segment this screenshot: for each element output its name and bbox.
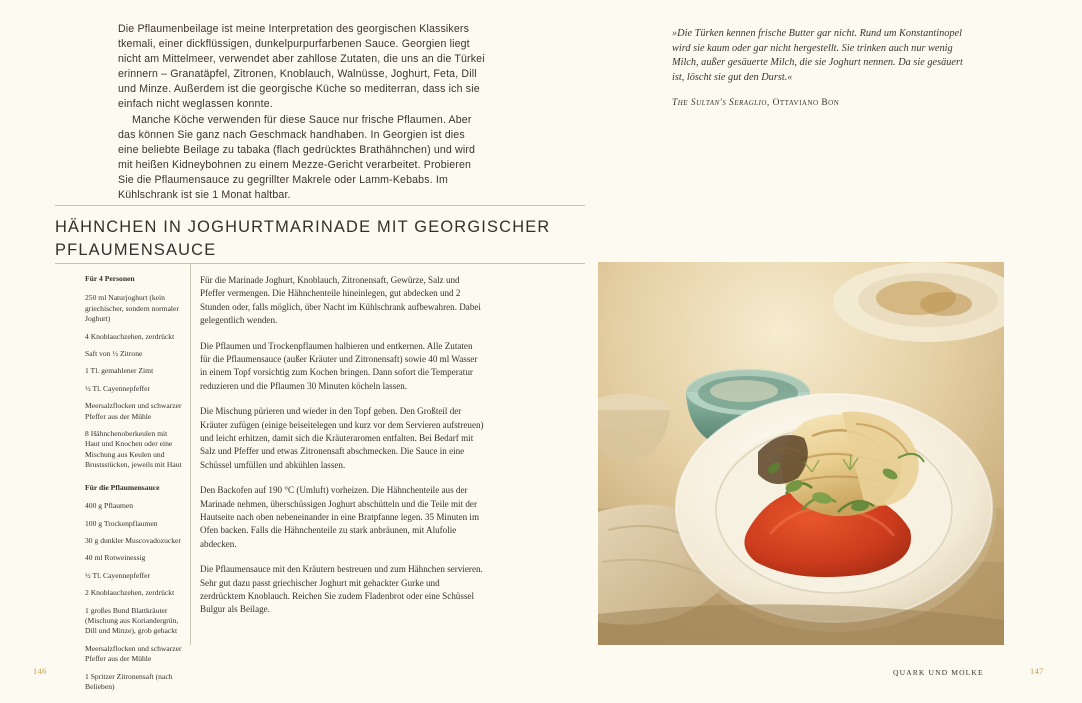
intro-paragraph-2: Manche Köche verwenden für diese Sauce nur frische Pflaumen. Aber das können Sie ganz nach Geschmack handhaben. In Georgien ist dies eine beliebte Beilage zu tabaka (flach gedrücktes Brathähnchen) und wird mit heißen Kidneybohnen zu einem Mezze-Gericht verarbeitet. Probieren Sie die Pflaumensauce zu gegrillter Makrele oder Lamm-Kebabs. Im Kühlschrank ist sie 1 Monat haltbar. <box>118 113 476 202</box>
sauce-ingredients-heading: Für die Pflaumensauce <box>85 482 160 492</box>
method-step: Die Mischung pürieren und wieder in den Topf geben. Den Großteil der Kräuter zufügen (einige beiseitelegen und kurz vor dem Servieren aufstreuen) und leicht erhitzen, damit sich die Kräuteraromen entfalten. Bei Bedarf mit Salz und Pfeffer und etwas Zitronensaft abschmecken. Die Sauce in eine Schüssel umfüllen und abkühlen lassen. <box>200 406 484 470</box>
pull-quote-attribution <box>672 96 972 111</box>
divider-above-title <box>55 205 585 206</box>
pull-quote <box>672 27 972 111</box>
method-step: Für die Marinade Joghurt, Knoblauch, Zitronensaft, Gewürze, Salz und Pfeffer vermengen. Die Hähnchenteile hineinlegen, gut abdecken und 2 Stunden oder, falls möglich, über Nacht im Kühlschrank aufbewahren. Dabei gelegentlich wenden. <box>200 275 481 325</box>
quote-source-author: Ottaviano Bon <box>772 98 840 109</box>
intro-paragraph-1: Die Pflaumenbeilage ist meine Interpretation des georgischen Klassikers tkemali, einer dickflüssigen, dunkelpurpurfarbenen Sauce. Georgien liegt nicht am Mittelmeer, verwendet aber zahllose Zutaten, die uns an die Türkei erinnern – Granatäpfel, Zitronen, Knoblauch, Walnüsse, Joghurt, Feta, Dill und Minze. Außerdem ist die georgische Küche so mediterran, dass ich sie einfach nicht weglassen konnte. <box>118 23 485 111</box>
sauce-ingredient-item: 400 g Pflaumen <box>85 501 134 511</box>
sauce-ingredient-item: 40 ml Rotweinessig <box>85 553 146 563</box>
method-step: Die Pflaumensauce mit den Kräutern bestreuen und zum Hähnchen servieren. Sehr gut dazu passt griechischer Joghurt mit gehackter Gurke und zerdrücktem Knoblauch. Reichen Sie zudem Fladenbrot oder eine Schüssel Bulgur als Beilage. <box>200 564 483 615</box>
sauce-ingredient-item: ½ Tl. Cayennepfeffer <box>85 570 151 580</box>
intro-text-block <box>118 22 488 203</box>
ingredient-item: ½ Tl. Cayennepfeffer <box>85 383 151 393</box>
method-step: Den Backofen auf 190 °C (Umluft) vorheizen. Die Hähnchenteile aus der Marinade nehmen, überschüssigen Joghurt abschütteln und die Teile mit der Hautseite nach oben nebeneinander in eine Bratpfanne legen. 35 Minuten im Ofen backen. Falls die Hähnchenteile zu stark anbräunen, mit Alufolie abdecken. <box>200 485 480 549</box>
sauce-ingredient-item: Meersalzflocken und schwarzer Pfeffer aus der Mühle <box>85 643 182 664</box>
ingredient-item: 4 Knoblauchzehen, zerdrückt <box>85 331 175 341</box>
ingredient-item: Saft von ½ Zitrone <box>85 349 143 359</box>
method-column <box>200 274 484 629</box>
sauce-ingredient-item: 1 Spritzer Zitronensaft (nach Belieben) <box>85 671 173 691</box>
recipe-title: HÄHNCHEN IN JOGHURTMARINADE MIT GEORGISCHER PFLAUMENSAUCE <box>55 218 551 259</box>
method-step: Die Pflaumen und Trockenpflaumen halbieren und entkernen. Alle Zutaten für die Pflaumensauce (außer Kräuter und Zitronensaft) sowie 40 ml Wasser in einem Topf vorsichtig zum Kochen bringen. Dann sofort die Temperatur reduzieren und die Pflaumen 30 Minuten köcheln lassen. <box>200 340 478 391</box>
page-number-left: 146 <box>33 667 47 676</box>
sauce-ingredient-item: 100 g Trockenpflaumen <box>85 518 158 528</box>
serves-label: Für 4 Personen <box>85 274 135 283</box>
sauce-ingredient-item: 30 g dunkler Muscovadozucker <box>85 535 181 545</box>
quote-source-title: The Sultan's Seraglio <box>672 98 767 109</box>
divider-below-title <box>55 263 585 264</box>
pull-quote-text: »Die Türken kennen frische Butter gar nicht. Rund um Konstantinopel wird sie kaum oder gar nicht hergestellt. Sie trinken auch nur wenig Milch, außer gesäuerte Milch, die sie Joghurt nennen. Da sie gesäuert ist, löscht sie gut den Durst.« <box>672 28 963 83</box>
recipe-photo-image <box>598 262 1004 645</box>
sauce-ingredient-item: 1 großes Bund Blattkräuter (Mischung aus Koriandergrün, Dill und Minze), grob gehackt <box>85 605 179 636</box>
quote-attrib-separator: , <box>766 98 773 109</box>
ingredient-item: 1 Tl. gemahlener Zimt <box>85 366 154 376</box>
ingredient-item: Meersalzflocken und schwarzer Pfeffer aus der Mühle <box>85 401 182 421</box>
ingredients-column <box>85 274 183 699</box>
sauce-ingredient-item: 2 Knoblauchzehen, zerdrückt <box>85 588 175 598</box>
page-number-right: 147 <box>1030 667 1044 676</box>
ingredient-item: 250 ml Naturjoghurt (kein griechischer, sondern normaler Joghurt) <box>85 293 179 324</box>
running-head: QUARK UND MOLKE <box>893 668 984 677</box>
recipe-photo <box>598 262 1004 645</box>
ingredient-item: 8 Hähnchenoberkeulen mit Haut und Knochen oder eine Mischung aus Keulen und Brustsstücken, jeweils mit Haut <box>85 429 182 470</box>
divider-column <box>190 263 191 645</box>
